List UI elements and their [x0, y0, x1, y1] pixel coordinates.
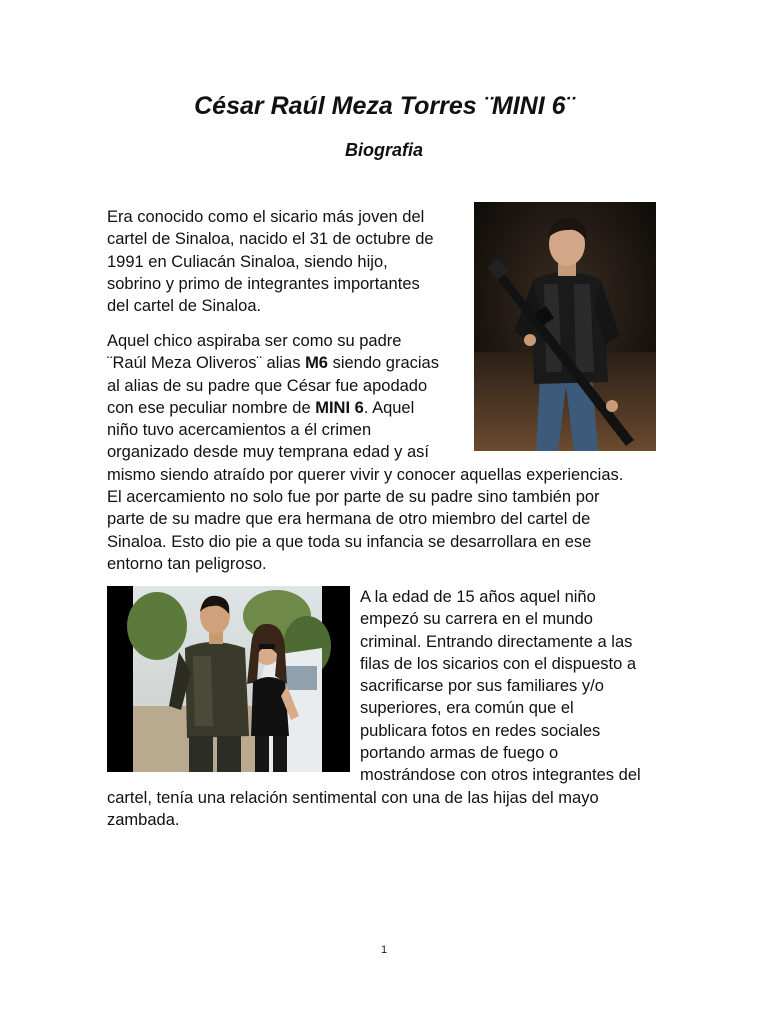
text-line: 1991 en Culiacán Sinaloa, siendo hijo,: [107, 252, 388, 271]
text-line: portando armas de fuego o: [360, 744, 559, 763]
text-line: A la edad de 15 años aquel niño: [360, 588, 596, 606]
text-segment: . Aquel: [363, 398, 415, 417]
text-line: sacrificarse por sus familiares y/o: [360, 677, 604, 696]
text-line: empezó su carrera en el mundo: [360, 610, 593, 629]
text-segment: con ese peculiar nombre de: [107, 398, 316, 417]
document-subtitle: Biografia: [344, 140, 423, 160]
paragraph-birth: [107, 206, 434, 317]
text-line: sobrino y primo de integrantes importantes: [107, 274, 420, 293]
bold-alias-mini6: MINI 6: [315, 398, 364, 417]
paragraph-career: [360, 586, 641, 787]
text-segment: siendo gracias: [327, 354, 439, 373]
text-line: criminal. Entrando directamente a las: [360, 632, 633, 651]
text-line: entorno tan peligroso.: [107, 554, 267, 573]
text-line: filas de los sicarios con el dispuesto a: [360, 654, 637, 673]
bold-alias-m6: M6: [305, 354, 328, 373]
document-title: César Raúl Meza Torres ¨MINI 6¨: [194, 92, 574, 120]
page-number: 1: [380, 944, 388, 956]
text-line: parte de su madre que era hermana de otro miembro del cartel de: [107, 510, 591, 529]
paragraph-career-continued: [107, 787, 599, 832]
text-line: cartel, tenía una relación sentimental con una de las hijas del mayo: [107, 788, 599, 807]
text-line: organizado desde muy temprana edad y así: [107, 443, 429, 462]
photo-young-man-with-woman: [107, 586, 350, 772]
text-line: al alias de su padre que César fue apodado: [107, 376, 428, 395]
text-line: niño tuvo acercamientos a él crimen: [107, 421, 372, 440]
text-line: zambada.: [107, 810, 180, 829]
text-line: Sinaloa. Esto dio pie a que toda su infancia se desarrollara en ese: [107, 532, 592, 551]
text-line: Era conocido como el sicario más joven del: [107, 208, 425, 226]
photo-young-man-with-rifle: [474, 202, 656, 451]
text-line: superiores, era común que el: [360, 699, 574, 718]
text-line: mismo siendo atraído por querer vivir y conocer aquellas experiencias.: [107, 465, 624, 484]
text-line: Aquel chico aspiraba ser como su padre: [107, 332, 402, 350]
text-line: mostrándose con otros integrantes del: [360, 766, 641, 785]
text-line: publicara fotos en redes sociales: [360, 721, 601, 740]
text-line: del cartel de Sinaloa.: [107, 297, 262, 316]
text-segment: ¨Raúl Meza Oliveros¨ alias: [107, 354, 306, 373]
text-line: El acercamiento no solo fue por parte de su padre sino también por: [107, 488, 600, 507]
text-line: cartel de Sinaloa, nacido el 31 de octubre de: [107, 230, 434, 249]
